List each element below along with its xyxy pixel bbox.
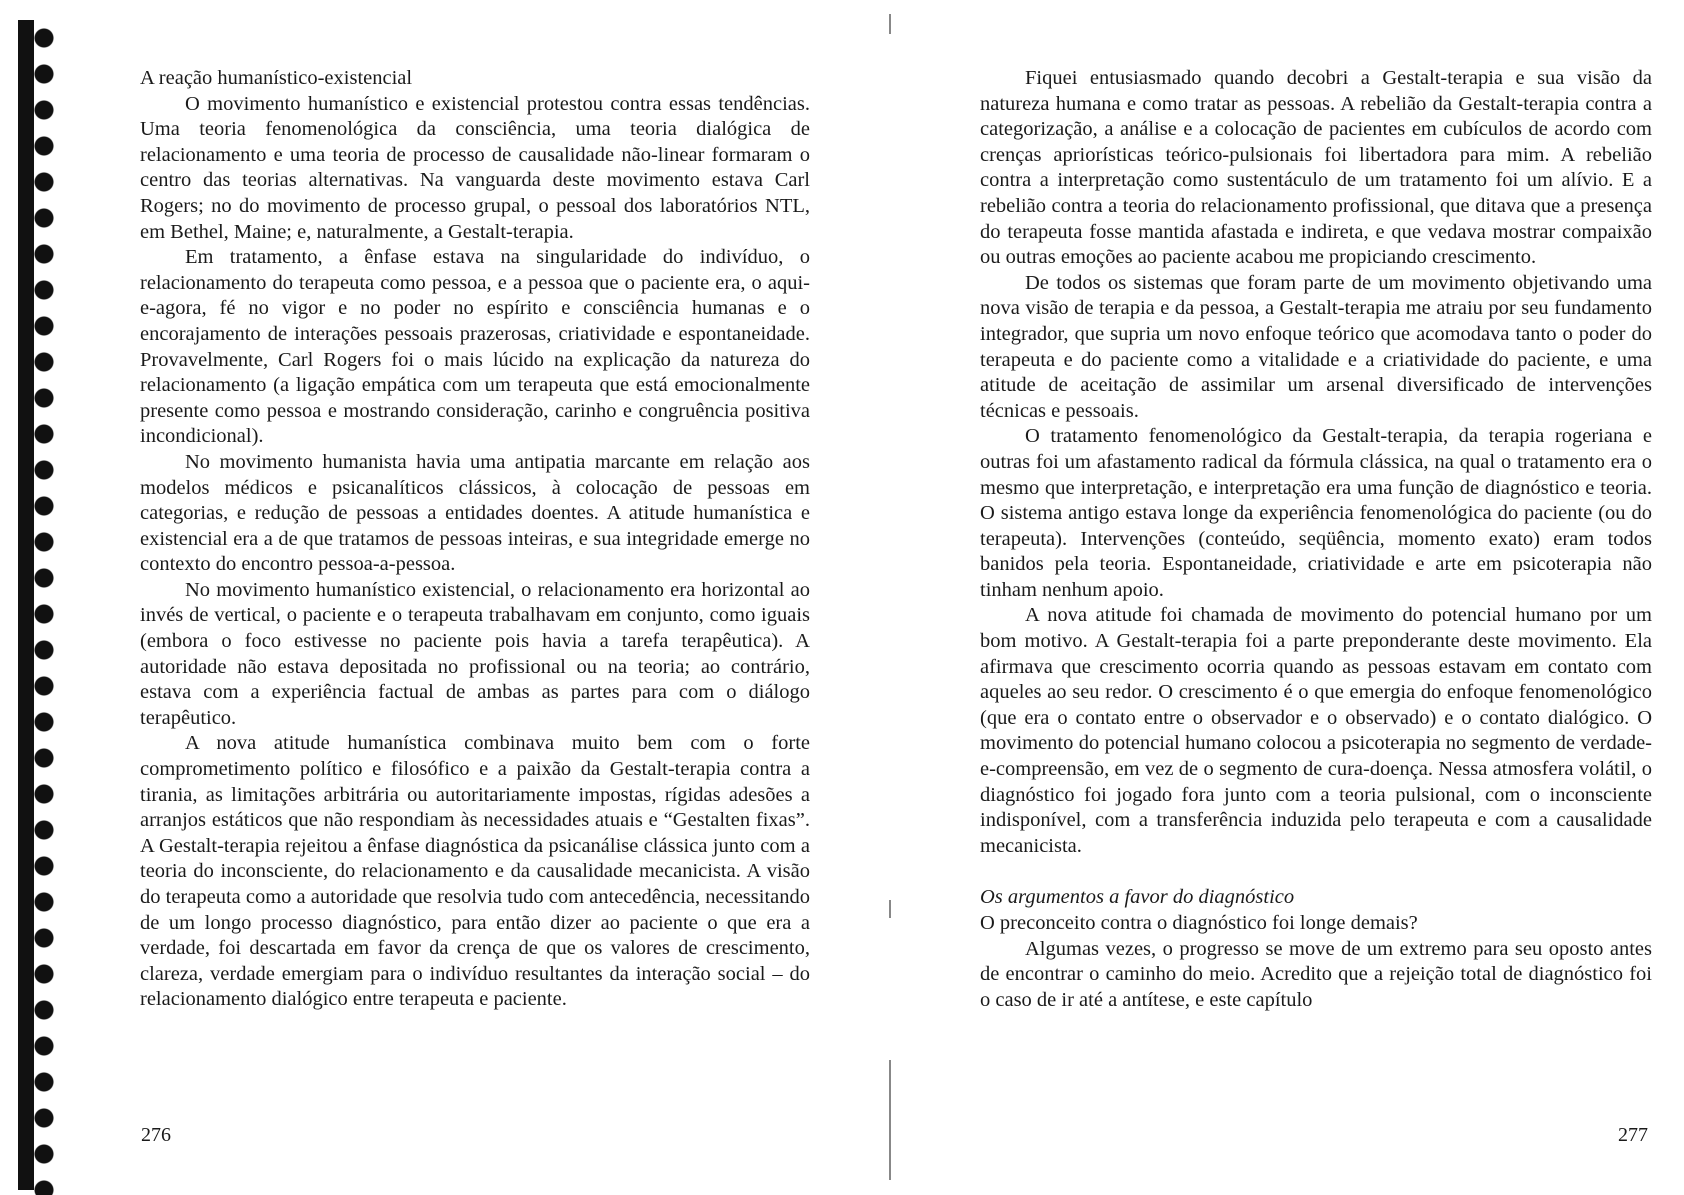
spiral-binding-holes xyxy=(18,20,70,1195)
paragraph: A nova atitude humanística combinava muito bem com o forte comprometimento político e filosófico e a paixão da Gestalt-terapia contra a tirania, as limitações arbitrária ou autoritariamente impostas, rígidas adesões a arranjos estáticos que não respondiam às necessidades atuais e “Gestalten fixas”. A Gestalt-terapia rejeitou a ênfase diagnóstica da psicanálise clássica junto com a teoria do inconsciente, do relacionamento e da causalidade mecanicista. A visão do terapeuta como a autoridade que resolvia tudo com antecedência, necessitando de um longo processo diagnóstico, para então dizer ao paciente o que era a verdade, foi descartada em favor da crença de que os valores de crescimento, clareza, verdade emergiam para o indivíduo resultantes da interação social – do relacionamento dialógico entre terapeuta e paciente. xyxy=(140,732,810,1011)
paragraph: De todos os sistemas que foram parte de um movimento objetivando uma nova visão de terapia e da pessoa, a Gestalt-terapia me atraiu por seu fundamento integrador, que supria um novo enfoque teórico que acomodava tanto o poder do terapeuta e do paciente como a vitalidade e a criatividade do paciente, e uma atitude de aceitação de assimilar um arsenal diversificado de intervenções técnicas e pessoais. xyxy=(980,271,1652,422)
gutter-mark xyxy=(889,900,891,918)
paragraph: O movimento humanístico e existencial protestou contra essas tendências. Uma teoria fenomenológica da consciência, uma teoria dialógica de relacionamento e uma teoria de processo de causalidade não-linear formaram o centro das teorias alternativas. Na vanguarda deste movimento estava Carl Rogers; no do movimento de processo grupal, o pessoal dos laboratórios NTL, em Bethel, Maine; e, naturalmente, a Gestalt-terapia. xyxy=(140,92,810,243)
paragraph: Em tratamento, a ênfase estava na singularidade do indivíduo, o relacionamento do terapeuta como pessoa, e a pessoa que o paciente era, o aqui-e-agora, fé no vigor e no poder no espírito e consciência humanas e o encorajamento de interações pessoais prazerosas, criatividade e espontaneidade. Provavelmente, Carl Rogers foi o mais lúcido na explicação da natureza do relacionamento (a ligação empática com um terapeuta que está emocionalmente presente como pessoa e mostrando consideração, carinho e congruência positiva incondicional). xyxy=(140,246,810,448)
left-page xyxy=(140,66,810,1013)
section-gap xyxy=(980,859,1652,885)
paragraph: Algumas vezes, o progresso se move de um extremo para seu oposto antes de encontrar o caminho do meio. Acredito que a rejeição total de diagnóstico foi o caso de ir até a antítese, e este capítulo xyxy=(980,937,1652,1011)
subheading: O preconceito contra o diagnóstico foi longe demais? xyxy=(980,912,1418,934)
paragraph: No movimento humanístico existencial, o relacionamento era horizontal ao invés de vertical, o paciente e o terapeuta trabalhavam em conjunto, como iguais (embora o foco estivesse no paciente pois havia a tarefa terapêutica). A autoridade não estava depositada no profissional ou na teoria; ao contrário, estava com a experiência factual de ambas as partes para com o diálogo terapêutico. xyxy=(140,578,810,729)
page-number-right: 277 xyxy=(1618,1124,1648,1146)
gutter-mark xyxy=(889,14,891,34)
section-heading: A reação humanístico-existencial xyxy=(140,67,413,89)
right-page xyxy=(980,66,1652,1013)
section-heading: Os argumentos a favor do diagnóstico xyxy=(980,886,1295,909)
paragraph: A nova atitude foi chamada de movimento do potencial humano por um bom motivo. A Gestalt-terapia foi a parte preponderante deste movimento. Ela afirmava que crescimento ocorria quando as pessoas estavam em contato com aqueles ao seu redor. O crescimento é o que emergia do enfoque fenomenológico (que era o contato entre o observador e o observado) e o contato dialógico. O movimento do potencial humano colocou a psicoterapia no segmento de verdade-e-compreensão, em vez de o segmento de cura-doença. Nessa atmosfera volátil, o diagnóstico foi jogado fora junto com a teoria pulsional, com o inconsciente indisponível, com a transferência induzida pelo terapeuta e com a causalidade mecanicista. xyxy=(980,604,1652,857)
paragraph: No movimento humanista havia uma antipatia marcante em relação aos modelos médicos e psicanalíticos clássicos, à colocação de pessoas em categorias, e redução de pessoas a entidades doentes. A atitude humanística e existencial era a de que tratamos de pessoas inteiras, e sua integridade emerge no contexto do encontro pessoa-a-pessoa. xyxy=(140,450,810,576)
paragraph: O tratamento fenomenológico da Gestalt-terapia, da terapia rogeriana e outras foi um afastamento radical da fórmula clássica, na qual o tratamento era o mesmo que interpretação, e interpretação era uma função de diagnóstico e teoria. O sistema antigo estava longe da experiência fenomenológica do paciente (ou do terapeuta). Intervenções (conteúdo, seqüência, momento exato) eram todos banidos pela teoria. Espontaneidade, criatividade e arte em psicoterapia não tinham nenhum apoio. xyxy=(980,425,1652,601)
gutter-mark xyxy=(889,1060,891,1180)
page-number-left: 276 xyxy=(141,1124,171,1146)
paragraph: Fiquei entusiasmado quando decobri a Gestalt-terapia e sua visão da natureza humana e como tratar as pessoas. A rebelião da Gestalt-terapia contra a categorização, a análise e a colocação de pacientes em cubículos de acordo com crenças apriorísticas teórico-pulsionais foi libertadora para mim. A rebelião contra a interpretação como sustentáculo de um tratamento foi um alívio. E a rebelião contra a teoria do relacionamento profissional, que ditava que a presença do terapeuta fosse mantida afastada e indireta, e que vedava mostrar compaixão ou outras emoções ao paciente acabou me propiciando crescimento. xyxy=(980,67,1652,269)
